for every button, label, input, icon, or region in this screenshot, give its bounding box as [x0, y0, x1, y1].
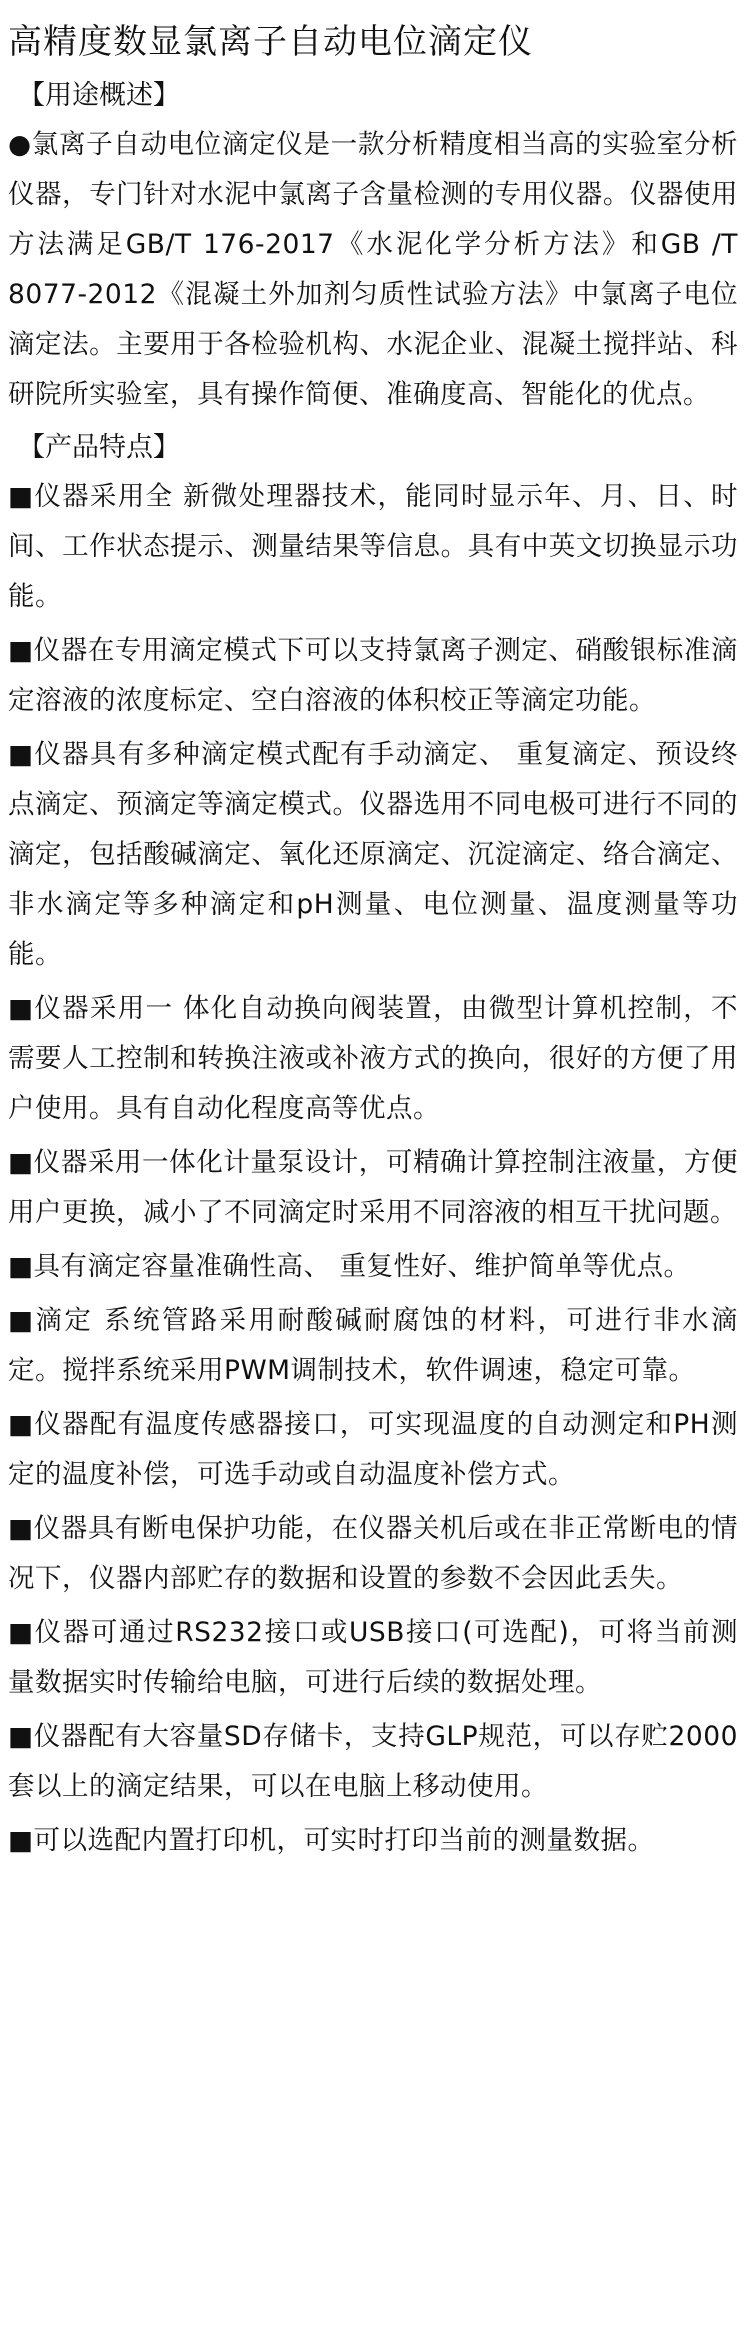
feature-text: 具有滴定容量准确性高、 重复性好、维护简单等优点。 — [33, 1251, 691, 1282]
feature-text: 仪器在专用滴定模式下可以支持氯离子测定、硝酸银标准滴定溶液的浓度标定、空白溶液的体积校正等滴定功能。 — [8, 635, 738, 716]
feature-item — [8, 1400, 738, 1500]
feature-item — [8, 1816, 738, 1866]
square-bullet-icon: ■ — [8, 1305, 36, 1336]
feature-item — [8, 472, 738, 622]
overview-heading: 【用途概述】 — [18, 80, 180, 111]
feature-text: 仪器采用一体化计量泵设计，可精确计算控制注液量，方便用户更换，减小了不同滴定时采用不同溶液的相互干扰问题。 — [8, 1147, 738, 1228]
feature-text: 可以选配内置打印机，可实时打印当前的测量数据。 — [33, 1825, 655, 1856]
feature-text: 仪器配有温度传感器接口，可实现温度的自动测定和PH测定的温度补偿，可选手动或自动温度补偿方式。 — [8, 1409, 738, 1490]
feature-item — [8, 1242, 738, 1292]
feature-item — [8, 984, 738, 1134]
feature-item — [8, 730, 738, 980]
feature-text: 仪器采用一 体化自动换向阀装置，由微型计算机控制，不需要人工控制和转换注液或补液方式的换向，很好的方便了用户使用。具有自动化程度高等优点。 — [8, 993, 738, 1124]
square-bullet-icon: ■ — [8, 1409, 35, 1440]
feature-text: 仪器采用全 新微处理器技术，能同时显示年、月、日、时间、工作状态提示、测量结果等信息。具有中英文切换显示功能。 — [8, 481, 738, 612]
square-bullet-icon: ■ — [8, 1513, 34, 1544]
square-bullet-icon: ■ — [8, 1251, 34, 1282]
overview-text: 氯离子自动电位滴定仪是一款分析精度相当高的实验室分析仪器，专门针对水泥中氯离子含量检测的专用仪器。仪器使用方法满足GB/T 176-2017《水泥化学分析方法》和GB /T 8077-2012《混凝土外加剂匀质性试验方法》中氯离子电位滴定法。主要用于各检验机构、水泥企业、混凝土搅拌站、科研院所实验室，具有操作简便、准确度高、智能化的优点。 — [8, 129, 739, 410]
feature-item — [8, 1608, 738, 1708]
square-bullet-icon: ■ — [8, 481, 35, 512]
overview-paragraph — [8, 120, 738, 420]
feature-item — [8, 1296, 738, 1396]
feature-item — [8, 1504, 738, 1604]
feature-text: 滴定 系统管路采用耐酸碱耐腐蚀的材料，可进行非水滴定。搅拌系统采用PWM调制技术，软件调速，稳定可靠。 — [8, 1305, 738, 1386]
features-heading: 【产品特点】 — [18, 432, 180, 463]
square-bullet-icon: ■ — [8, 993, 35, 1024]
feature-text: 仪器具有多种滴定模式配有手动滴定、 重复滴定、预设终点滴定、预滴定等滴定模式。仪器选用不同电极可进行不同的滴定，包括酸碱滴定、氧化还原滴定、沉淀滴定、络合滴定、非水滴定等多种滴定和pH测量、电位测量、温度测量等功能。 — [8, 739, 738, 970]
feature-item — [8, 626, 738, 726]
square-bullet-icon: ■ — [8, 1617, 35, 1648]
page-title: 高精度数显氯离子自动电位滴定仪 — [8, 22, 533, 62]
square-bullet-icon: ■ — [8, 1147, 34, 1178]
round-bullet-icon: ● — [8, 129, 32, 160]
feature-item — [8, 1138, 738, 1238]
feature-text: 仪器具有断电保护功能，在仪器关机后或在非正常断电的情况下，仪器内部贮存的数据和设置的参数不会因此丢失。 — [8, 1513, 738, 1594]
square-bullet-icon: ■ — [8, 1721, 34, 1752]
feature-text: 仪器可通过RS232接口或USB接口(可选配)，可将当前测量数据实时传输给电脑，可进行后续的数据处理。 — [8, 1617, 738, 1698]
feature-text: 仪器配有大容量SD存储卡，支持GLP规范，可以存贮2000套以上的滴定结果，可以在电脑上移动使用。 — [8, 1721, 738, 1802]
square-bullet-icon: ■ — [8, 635, 34, 666]
feature-item — [8, 1712, 738, 1812]
square-bullet-icon: ■ — [8, 1825, 34, 1856]
square-bullet-icon: ■ — [8, 739, 35, 770]
